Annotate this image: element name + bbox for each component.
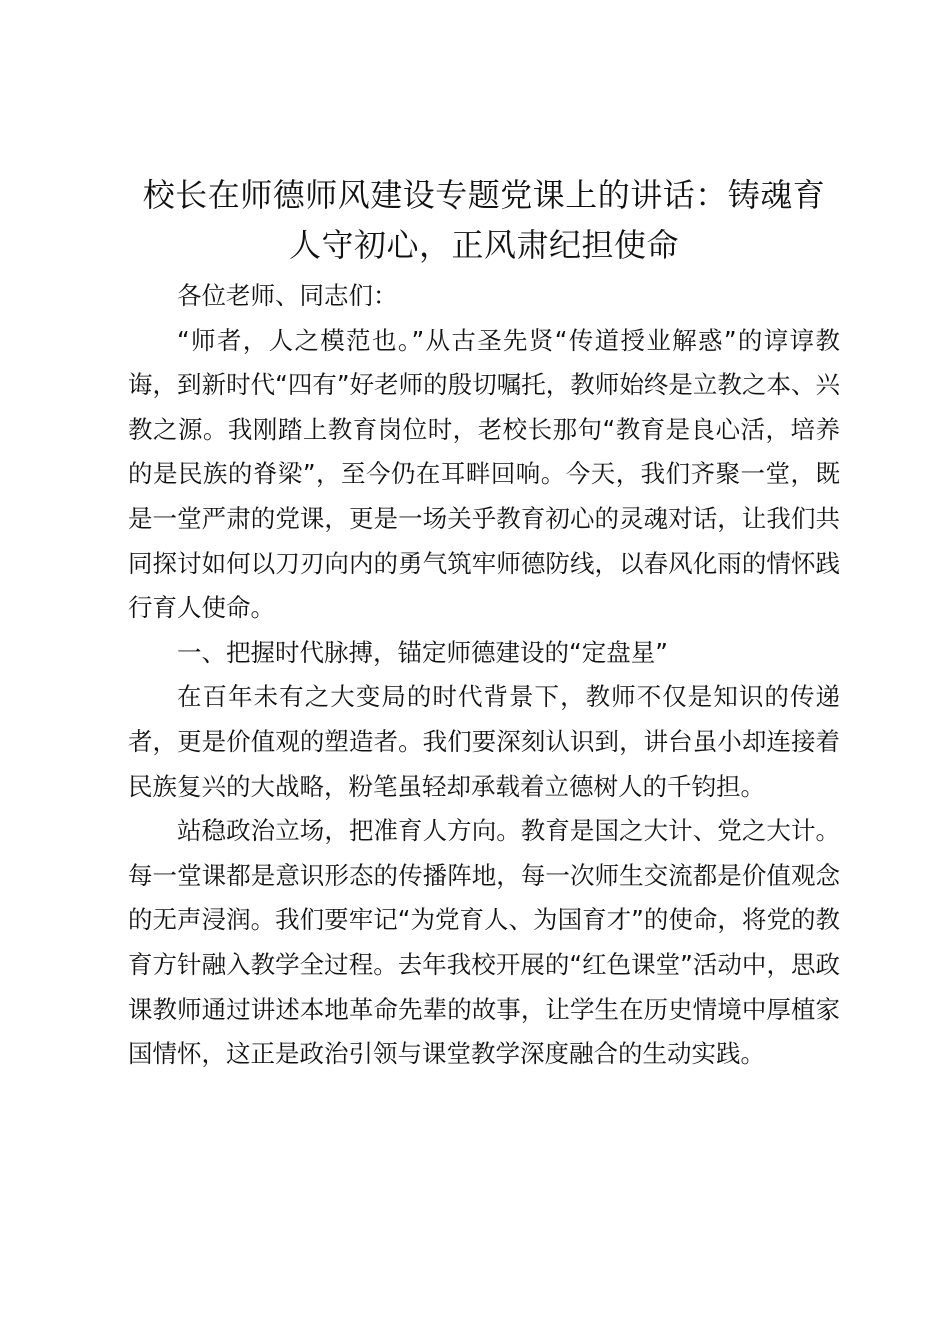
paragraph-intro: “师者，人之模范也。”从古圣先贤“传道授业解惑”的谆谆教诲，到新时代“四有”好老师的殷切嘱托，教师始终是立教之本、兴教之源。我刚踏上教育岗位时，老校长那句“教育是良心活，培养的是民族的脊梁”，至今仍在耳畔回响。今天，我们齐聚一堂，既是一堂严肃的党课，更是一场关乎教育初心的灵魂对话，让我们共同探讨如何以刀刃向内的勇气筑牢师德防线，以春风化雨的情怀践行育人使命。 (128, 325, 840, 623)
paragraph-context: 在百年未有之大变局的时代背景下，教师不仅是知识的传递者，更是价值观的塑造者。我们要深刻认识到，讲台虽小却连接着民族复兴的大战略，粉笔虽轻却承载着立德树人的千钧担。 (128, 682, 840, 801)
document-page (128, 170, 840, 1077)
document-title: 校长在师德师风建设专题党课上的讲话：铸魂育人守初心，正风肃纪担使命 (142, 176, 826, 264)
paragraph-political-stance: 站稳政治立场，把准育人方向。教育是国之大计、党之大计。每一堂课都是意识形态的传播阵地，每一次师生交流都是价值观念的无声浸润。我们要牢记“为党育人、为国育才”的使命，将党的教育方针融入教学全过程。去年我校开展的“红色课堂”活动中，思政课教师通过讲述本地革命先辈的故事，让学生在历史情境中厚植家国情怀，这正是政治引领与课堂教学深度融合的生动实践。 (128, 816, 840, 1069)
section-heading-1: 一、把握时代脉搏，锚定师德建设的“定盘星” (177, 637, 668, 667)
salutation: 各位老师、同志们： (177, 281, 398, 310)
